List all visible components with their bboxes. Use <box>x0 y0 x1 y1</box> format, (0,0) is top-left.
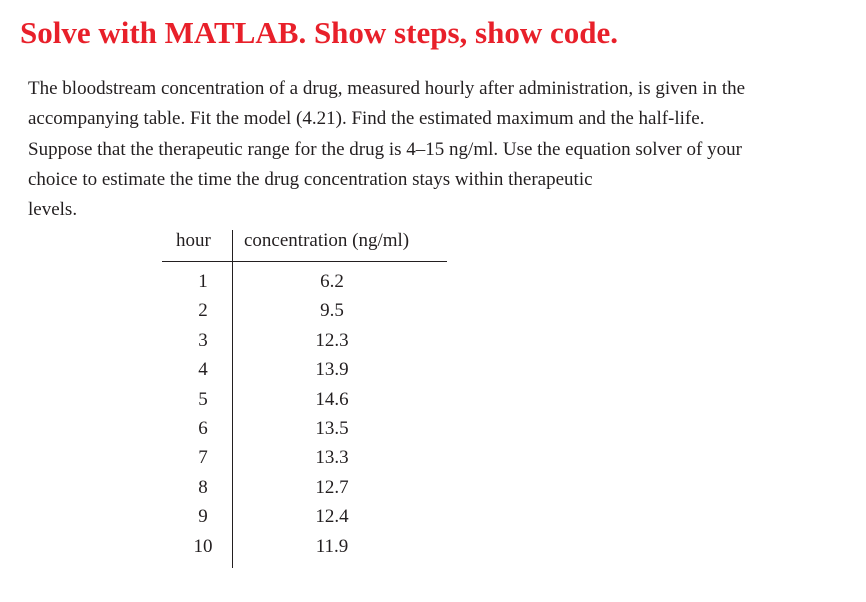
concentration-cell: 12.4 <box>315 506 349 528</box>
table-row <box>162 417 447 446</box>
table-row <box>162 446 447 475</box>
hour-cell: 8 <box>198 476 208 498</box>
hour-cell: 3 <box>198 329 208 351</box>
table-row <box>162 505 447 534</box>
hour-cell: 7 <box>198 447 208 469</box>
concentration-cell: 13.9 <box>315 359 349 381</box>
hour-cell: 1 <box>198 271 208 292</box>
hour-cell: 10 <box>193 535 213 557</box>
problem-line: The bloodstream concentration of a drug, measured hourly after administration, is given in the <box>28 78 746 99</box>
hour-cell: 5 <box>198 388 208 410</box>
column-header-hour: hour <box>176 230 211 251</box>
hour-cell: 6 <box>198 417 208 439</box>
column-header-concentration: concentration (ng/ml) <box>244 230 410 251</box>
hour-cell: 4 <box>198 359 208 381</box>
concentration-cell: 13.5 <box>315 417 349 439</box>
table-body <box>162 270 447 564</box>
concentration-cell: 9.5 <box>320 300 344 322</box>
concentration-cell: 11.9 <box>315 535 349 557</box>
problem-line: choice to estimate the time the drug concentration stays within therapeutic <box>28 168 593 190</box>
table-row <box>162 270 447 299</box>
table-row <box>162 299 447 328</box>
table-row <box>162 358 447 387</box>
concentration-cell: 13.3 <box>315 447 349 469</box>
problem-text <box>28 74 858 225</box>
concentration-cell: 6.2 <box>320 271 344 292</box>
table-row <box>162 476 447 505</box>
table-row <box>162 329 447 358</box>
table-header-rule <box>162 261 447 262</box>
problem-line: Suppose that the therapeutic range for the drug is 4–15 ng/ml. Use the equation solver of your <box>28 138 742 160</box>
concentration-cell: 14.6 <box>315 388 349 410</box>
table-row <box>162 535 447 564</box>
problem-line: accompanying table. Fit the model (4.21). Find the estimated maximum and the half-life. <box>28 108 705 130</box>
hour-cell: 9 <box>198 506 208 528</box>
concentration-cell: 12.7 <box>315 476 349 498</box>
hour-cell: 2 <box>198 300 208 322</box>
table-row <box>162 388 447 417</box>
instruction-heading: Solve with MATLAB. Show steps, show code. <box>20 15 618 50</box>
problem-line: levels. <box>28 199 78 221</box>
concentration-cell: 12.3 <box>315 329 349 351</box>
